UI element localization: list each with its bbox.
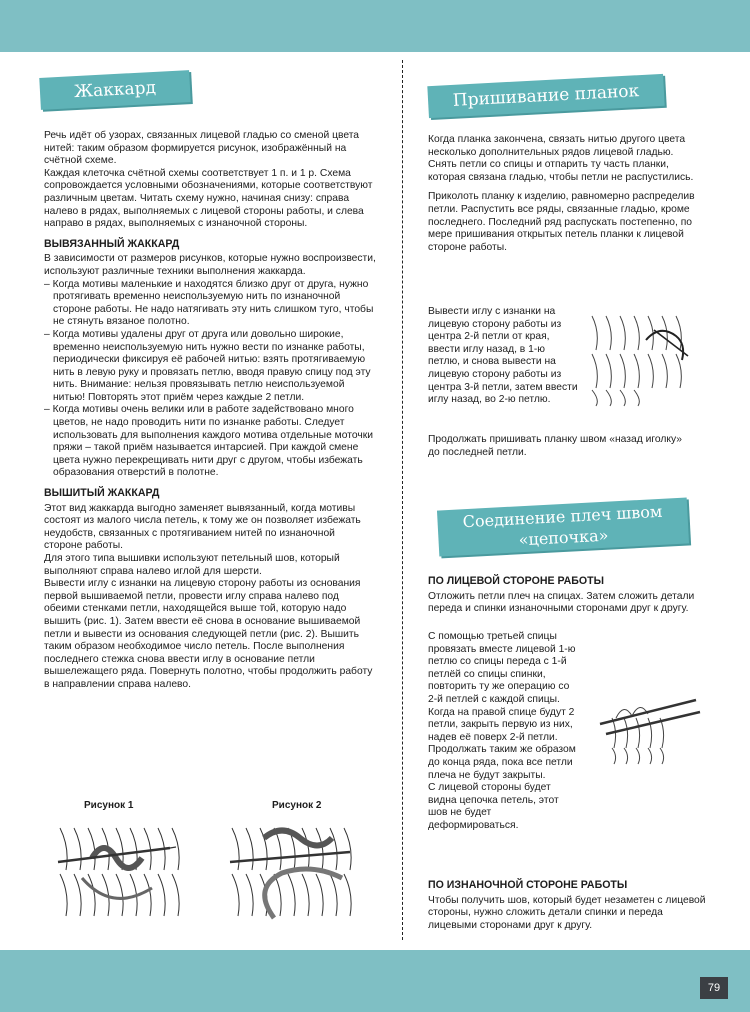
knitted-list (44, 279, 376, 481)
planks-illustration (586, 310, 696, 408)
figure-2-label: Рисунок 2 (272, 800, 322, 811)
list-item: – Когда мотивы удалены друг от друга или довольно широкие, временно неиспользуемую нить нужно вести по изнанке работы, периодически фиксируя её рабочей нитью: взять протягиваемую нить в левую руку и провязать петлю, вводя правую спицу под эту нить. Внимание: нельзя провязывать петлю неиспользуемой нитью! Повторять этот приём через каждые 2 петли. (44, 329, 376, 405)
shoulder-seam-illustration (596, 688, 706, 766)
back-paragraph-1: Чтобы получить шов, который будет незаметен с лицевой стороны, нужно сложить детали спинки и переда лицевыми сторонами друг к другу. (428, 894, 706, 931)
embroidered-paragraph-3: Вывести иглу с изнанки на лицевую сторону работы из основания первой вышиваемой петли, провести иглу справа налево под обеими стенками петли, находящейся выше той, которую надо вышить (рис. 1). Затем ввести её снова в основание вышиваемой петли и вывести из основания следующей петли (рис. 2). Вышить таким образом необходимое число петель. После выполнения последнего стежка снова ввести иглу в основание петли вышележащего ряда. Повернуть полотно, чтобы продолжить работу в направлении справа налево. (44, 578, 373, 690)
list-item: – Когда мотивы маленькие и находятся близко друг от друга, нужно протягивать временно неиспользуемую нить по изнаночной стороне работы. Не надо натягивать эту нить слишком туго, чтобы не стянуть вязаное полотно. (44, 279, 376, 329)
right-column-front-narrow (428, 631, 578, 833)
bottom-color-band (0, 950, 750, 1012)
planks-paragraph-3: Приколоть планку к изделию, равномерно распределив петли. Распустить все ряды, связанные гладью, кроме последнего. Последний ряд распускать постепенно, по мере пришивания открытых петель планки к лицевой стороне работы. (428, 191, 695, 253)
banner-shoulder-seam-line-2: «цепочка» (518, 525, 609, 550)
list-item: – Когда мотивы очень велики или в работе задействовано много цветов, не надо проводить нити по изнанке работы. Следует использовать для выполнения каждого мотива отдельные моточки пряжи – такой приём называется интарсией. При каждой смене цвета нужно перекрещивать нити друг с другом, чтобы избежать образования отверстий в полотне. (44, 404, 376, 480)
figure-1-label: Рисунок 1 (84, 800, 134, 811)
embroidered-paragraph-1: Этот вид жаккарда выгодно заменяет вывязанный, когда мотивы состоят из малого числа петель, к тому же он позволяет избежать неудобств, связанных с протягиванием нитей по изнаночной стороне работы. (44, 502, 361, 552)
right-column-planks-narrow (428, 306, 578, 407)
intro-paragraph-2: Каждая клеточка счётной схемы соответствует 1 п. и 1 р. Схема сопровождается условными обозначениями, которые соответствуют различным цветам. Читать схему нужно, начиная снизу: справа налево в рядах, выполняемых с лицевой стороны работы, и слева направо в рядах, выполняемых с изнаночной стороны. (44, 167, 373, 230)
banner-jacquard-title: Жаккард (73, 77, 157, 103)
right-column-back (428, 879, 712, 932)
planks-paragraph-1: Когда планка закончена, связать нитью другого цвета несколько дополнительных рядов лицевой гладью. (428, 134, 686, 158)
planks-paragraph-2: Снять петли со спицы и отпарить ту часть планки, которая связана гладью, чтобы петли не распустились. (428, 159, 694, 183)
front-paragraph-1: Отложить петли плеч на спицах. Затем сложить детали переда и спинки изнаночными сторонами друг к другу. (428, 590, 695, 615)
banner-sewing-planks (427, 74, 664, 118)
figure-2-illustration (222, 818, 372, 936)
knitted-intro: В зависимости от размеров рисунков, которые нужно воспроизвести, используют различные техники выполнения жаккарда. (44, 253, 376, 277)
heading-embroidered-jacquard: ВЫШИТЫЙ ЖАККАРД (44, 487, 160, 500)
top-color-band (0, 0, 750, 52)
banner-shoulder-seam-line-1: Соединение плеч швом (462, 501, 663, 532)
front-paragraph-4: С лицевой стороны будет видна цепочка петель, этот шов не будет деформироваться. (428, 782, 559, 831)
banner-shoulder-seam (437, 497, 689, 556)
right-column-planks-end (428, 434, 696, 459)
heading-front-side: ПО ЛИЦЕВОЙ СТОРОНЕ РАБОТЫ (428, 575, 604, 587)
planks-paragraph-4: Вывести иглу с изнанки на лицевую сторону работы из центра 2-й петли от края, ввести иглу назад, в 1-ю петлю, и снова вывести на лицевую сторону работы из центра 3-й петли, затем ввести иглу назад, во 2-ю петлю. (428, 306, 578, 406)
figure-1-illustration (52, 818, 192, 936)
embroidered-paragraph-2: Для этого типа вышивки используют петельный шов, который выполняют справа налево иглой для шерсти. (44, 553, 340, 577)
left-column-text (44, 130, 376, 692)
heading-back-side: ПО ИЗНАНОЧНОЙ СТОРОНЕ РАБОТЫ (428, 879, 628, 891)
heading-knitted-jacquard: ВЫВЯЗАННЫЙ ЖАККАРД (44, 237, 180, 250)
banner-jacquard (39, 70, 190, 110)
right-column-front-heading (428, 575, 712, 616)
planks-paragraph-5: Продолжать пришивать планку швом «назад иголку» до последней петли. (428, 434, 682, 458)
banner-sewing-planks-title: Пришивание планок (452, 81, 640, 111)
front-paragraph-2: С помощью третьей спицы провязать вместе лицевой 1-ю петлю со спицы переда с 1-й петлёй со спицы спинки, повторить ту же операцию со 2-й петлей с каждой спицы. (428, 631, 576, 705)
front-paragraph-3: Когда на правой спице будут 2 петли, закрыть первую из них, надев её поверх 2-й петли. Продолжать таким же образом до конца ряда, пока все петли плеча не будут закрыты. (428, 706, 576, 781)
page-number: 79 (700, 977, 728, 999)
column-divider (402, 60, 403, 940)
intro-paragraph-1: Речь идёт об узорах, связанных лицевой гладью со сменой цвета нитей: таким образом формируется рисунок, изображённый на счётной схеме. (44, 130, 360, 167)
right-column-planks (428, 134, 696, 254)
